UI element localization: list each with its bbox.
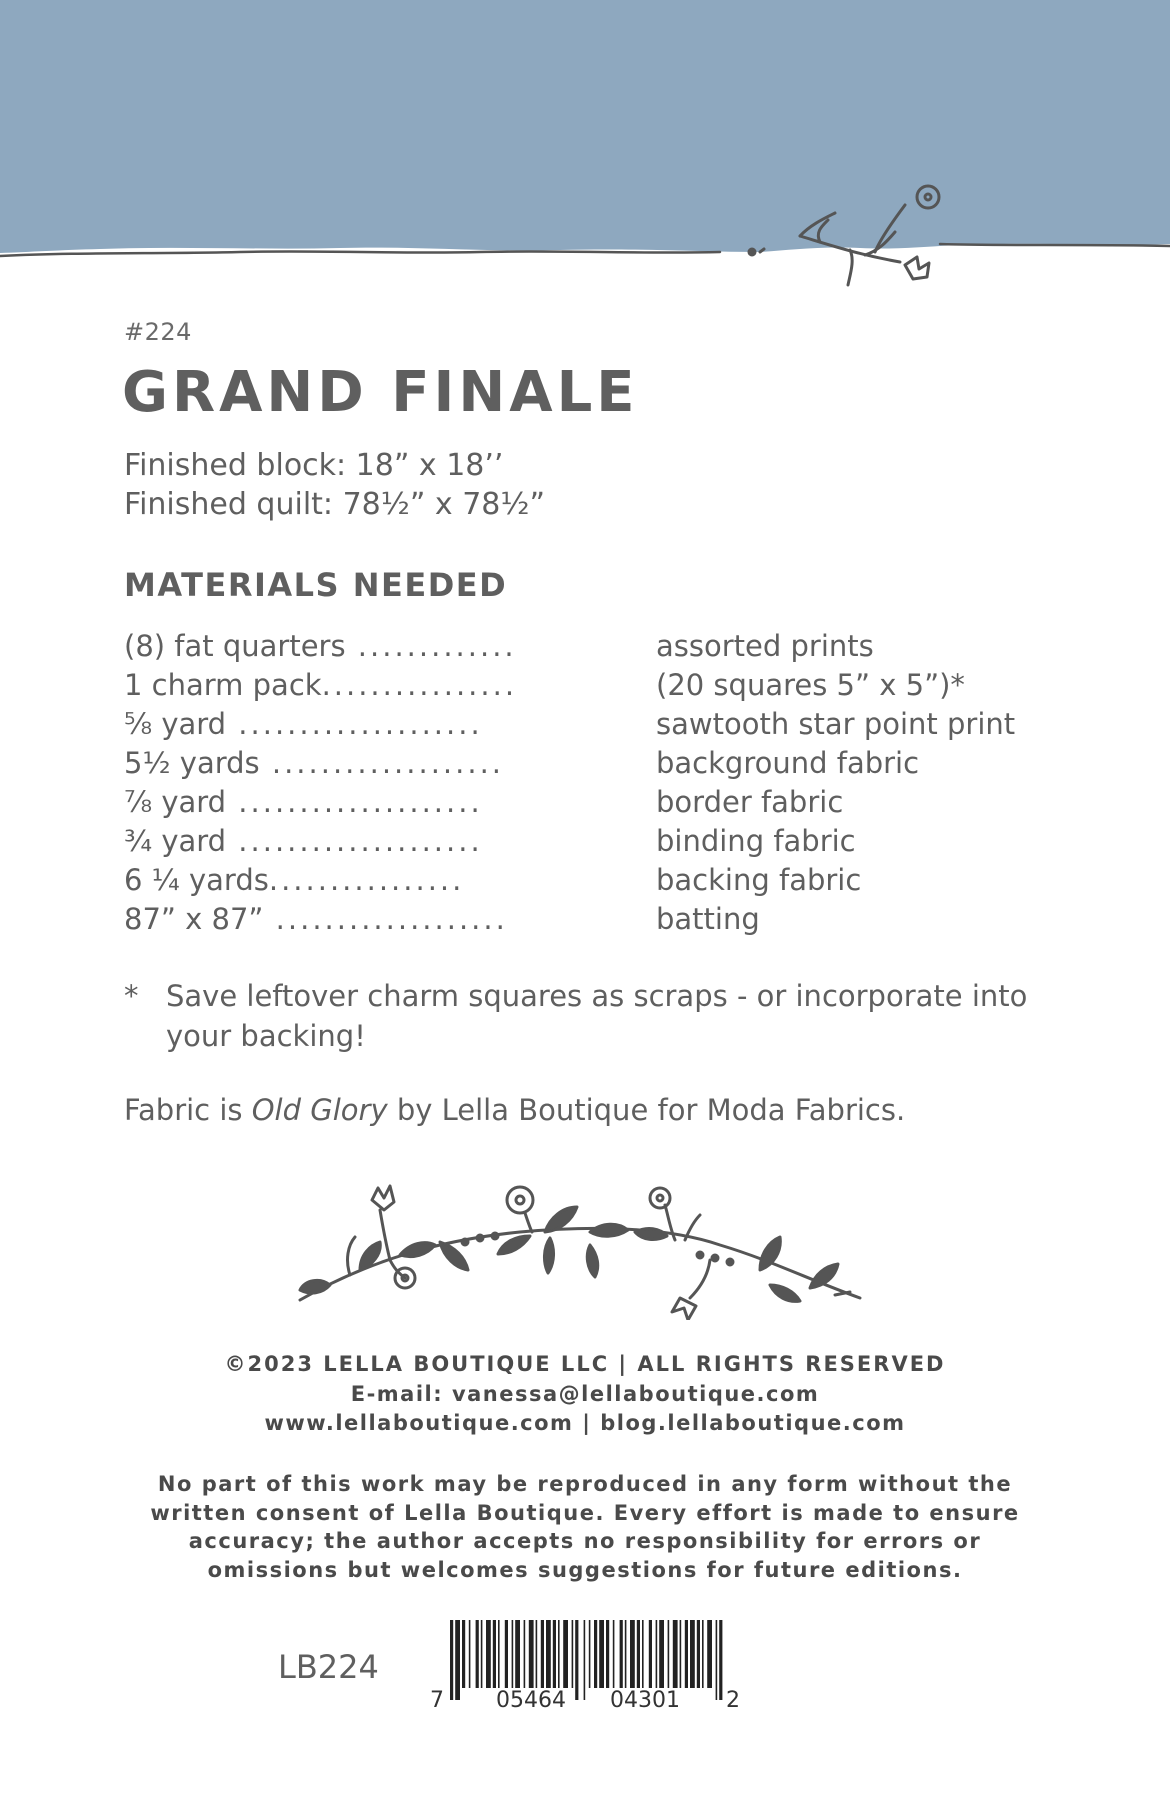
barcode-bar: [515, 1620, 520, 1688]
barcode-bar: [716, 1620, 718, 1700]
barcode-bar: [680, 1620, 682, 1688]
material-desc: sawtooth star point print: [656, 706, 1016, 741]
barcode: [430, 1620, 740, 1720]
finished-quilt: Finished quilt: 78½” x 78½”: [124, 487, 545, 522]
barcode-bar: [486, 1620, 491, 1688]
barcode-bar: [707, 1620, 712, 1688]
leader-dots: ...................: [263, 901, 508, 936]
email-line: E-mail: vanessa@lellaboutique.com: [350, 1382, 820, 1406]
barcode-bar: [719, 1620, 722, 1700]
barcode-bar: [690, 1620, 695, 1688]
material-row: [124, 782, 1064, 821]
floral-vine-art: [290, 1170, 870, 1320]
barcode-bar: [462, 1620, 465, 1688]
product-code: LB224: [278, 1648, 379, 1686]
material-desc: border fabric: [656, 784, 844, 819]
leader-dots: .............: [345, 628, 517, 663]
material-qty: ⅞ yard: [124, 784, 227, 819]
footnote-text: Save leftover charm squares as scraps - or incorporate into your backing!: [166, 979, 1028, 1053]
barcode-bar: [529, 1620, 534, 1688]
barcode-bar: [642, 1620, 644, 1688]
disclaimer: No part of this work may be reproduced in any form without the written consent of Lella Boutique. Every effort is made to ensure accuracy; the author accepts no responsibility for errors or omissions but welcomes suggestions for future editions.: [150, 1472, 1020, 1582]
footnote: [124, 976, 1044, 1056]
barcode-bar: [563, 1620, 568, 1688]
fabric-line-name: Old Glory: [251, 1093, 388, 1127]
footnote-marker: *: [124, 979, 139, 1013]
barcode-bar: [613, 1620, 615, 1688]
material-qty: 5½ yards: [124, 745, 260, 780]
leader-dots: ....................: [226, 823, 483, 858]
barcode-bar: [546, 1620, 551, 1688]
barcode-bar: [481, 1620, 483, 1688]
barcode-bar: [702, 1620, 704, 1688]
fabric-credit: [124, 1093, 905, 1127]
material-row: [124, 821, 1064, 860]
leader-dots: ...................: [259, 745, 505, 780]
material-qty: 1 charm pack: [124, 667, 322, 702]
material-desc: assorted prints: [656, 628, 874, 663]
barcode-bar: [673, 1620, 678, 1688]
barcode-bar: [455, 1620, 460, 1700]
pattern-number: #224: [124, 318, 192, 346]
material-qty: ⅝ yard: [124, 706, 227, 741]
barcode-bar: [668, 1620, 670, 1688]
barcode-bar: [450, 1620, 453, 1700]
barcode-bar: [659, 1620, 664, 1688]
barcode-bar: [697, 1620, 700, 1688]
material-row: [124, 743, 1064, 782]
barcode-bar: [572, 1620, 574, 1688]
leader-dots: ................: [268, 862, 465, 897]
barcode-bar: [594, 1620, 597, 1688]
barcode-bar: [469, 1620, 471, 1688]
barcode-bar: [493, 1620, 496, 1688]
finished-block: Finished block: 18” x 18’’: [124, 448, 504, 483]
barcode-bar: [553, 1620, 556, 1688]
finished-sizes: [124, 446, 545, 524]
material-desc: (20 squares 5” x 5”)*: [656, 667, 965, 702]
barcode-bar: [606, 1620, 609, 1688]
fabric-suffix: by Lella Boutique for Moda Fabrics.: [387, 1093, 906, 1127]
websites-line: www.lellaboutique.com | blog.lellaboutique.com: [264, 1411, 906, 1435]
barcode-bars: [430, 1620, 740, 1700]
material-row: [124, 665, 1064, 704]
barcode-digits-right: 04301: [610, 1688, 680, 1713]
materials-list: [124, 626, 1064, 938]
leader-dots: ....................: [226, 706, 483, 741]
barcode-bar: [599, 1620, 604, 1688]
barcode-bar: [575, 1620, 578, 1700]
fabric-prefix: Fabric is: [124, 1093, 252, 1127]
barcode-bar: [558, 1620, 560, 1688]
barcode-bar: [505, 1620, 508, 1688]
barcode-bar: [541, 1620, 544, 1688]
material-row: [124, 704, 1064, 743]
barcode-digits-left: 05464: [496, 1688, 566, 1713]
barcode-bar: [476, 1620, 479, 1688]
material-desc: batting: [656, 901, 760, 936]
copyright-line: ©2023 LELLA BOUTIQUE LLC | ALL RIGHTS RESERVED: [224, 1352, 946, 1376]
barcode-bar: [536, 1620, 538, 1688]
materials-heading: MATERIALS NEEDED: [124, 566, 508, 604]
barcode-bar: [630, 1620, 635, 1688]
barcode-bar: [625, 1620, 627, 1688]
barcode-bar: [649, 1620, 652, 1688]
leader-dots: ................: [321, 667, 518, 702]
header-band: [0, 0, 1170, 270]
material-row: [124, 899, 1064, 938]
header-band-art: [0, 0, 1170, 300]
material-desc: backing fabric: [656, 862, 862, 897]
barcode-bar: [620, 1620, 623, 1688]
header-band-fill: [0, 0, 1170, 253]
barcode-bar: [512, 1620, 514, 1688]
barcode-bar: [637, 1620, 640, 1688]
leader-dots: ....................: [226, 784, 483, 819]
barcode-bar: [498, 1620, 500, 1688]
barcode-bar: [589, 1620, 591, 1688]
barcode-bar: [524, 1620, 526, 1688]
material-desc: background fabric: [656, 745, 920, 780]
barcode-bar: [584, 1620, 586, 1700]
material-row: [124, 860, 1064, 899]
floral-vine-icon: [290, 1170, 870, 1320]
material-qty: ¾ yard: [124, 823, 227, 858]
material-qty: (8) fat quarters: [124, 628, 346, 663]
material-desc: binding fabric: [656, 823, 856, 858]
barcode-bar: [656, 1620, 658, 1688]
material-qty: 6 ¼ yards: [124, 862, 269, 897]
barcode-digit-check: 2: [726, 1688, 740, 1713]
material-row: [124, 626, 1064, 665]
pattern-title: GRAND FINALE: [122, 360, 639, 425]
barcode-bar: [685, 1620, 688, 1688]
material-qty: 87” x 87”: [124, 901, 264, 936]
barcode-digit-lead: 7: [430, 1688, 444, 1713]
